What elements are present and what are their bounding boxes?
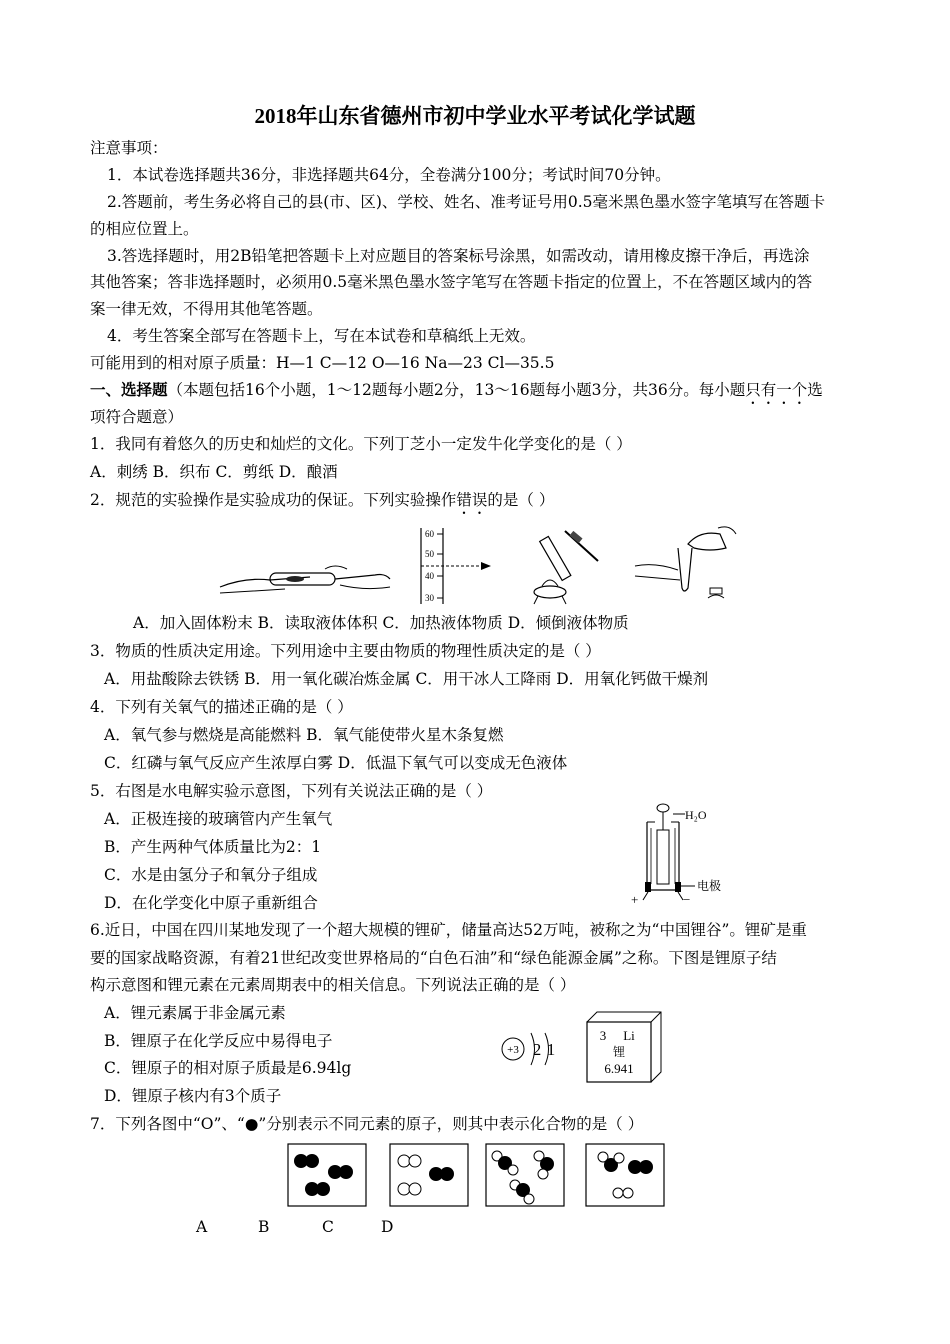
q2-stem-start: 2．规范的实验操作是实验成功的保证。下列实验操作 <box>90 491 457 509</box>
section-1-desc: （本题包括16个小题，1～12题每小题2分，13～16题每小题3分，共36分。每小题 <box>167 381 746 399</box>
section-1-label: 一、选择题 <box>90 380 168 399</box>
notice-item-4: 4．考生答案全部写在答题卡上，写在本试卷和草稿纸上无效。 <box>107 327 536 345</box>
q7-box-b <box>389 1143 469 1207</box>
q5-electrolysis-figure <box>625 800 745 908</box>
q2-stem <box>90 490 554 518</box>
notice-item-3-line-2: 其他答案；答非选择题时，必须用0.5毫米黑色墨水签字笔写在答题卡指定的位置上，不在答题区域内的答 <box>90 273 813 291</box>
cell-atomic-number: 3 <box>599 1028 607 1043</box>
q2-stem-end: 的是（ ） <box>487 491 555 509</box>
q1-stem: 1．我同有着悠久的历史和灿烂的文化。下列丁芝小一定发牛化学变化的是（ ） <box>90 435 632 453</box>
q2-figure-c <box>520 526 610 606</box>
q7-box-a <box>287 1143 367 1207</box>
notice-item-2-line-1: 2.答题前，考生务必将自己的县(市、区)、学校、姓名、准考证号用0.5毫米黑色墨水签字笔填写在答题卡 <box>107 193 826 211</box>
q2-figure-b <box>413 526 503 606</box>
fig-plus-label: + <box>631 892 639 907</box>
q6-line-1: 6.近日，中国在四川某地发现了一个超大规模的锂矿，储量高达52万吨，被称之为“中国锂谷”。锂矿是重 <box>90 921 807 939</box>
cyl-label-30: 30 <box>425 593 434 603</box>
q5-stem: 5．右图是水电解实验示意图，下列有关说法正确的是（ ） <box>90 782 493 800</box>
page-title: 2018年山东省德州市初中学业水平考试化学试题 <box>254 104 696 128</box>
q4-options-ab: A．氧气参与燃烧是高能燃料 B．氧气能使带火星木条复燃 <box>104 726 504 744</box>
q5-option-a: A．正极连接的玻璃管内产生氧气 <box>104 810 333 828</box>
q7-label-b: B <box>258 1218 270 1236</box>
q6-periodic-cell <box>585 1010 665 1086</box>
notice-item-1: 1．本试卷选择题共36分，非选择题共64分，全卷满分100分；考试时间70分钟。 <box>107 166 671 184</box>
q6-option-b: B．锂原子在化学反应中易得电子 <box>104 1032 333 1050</box>
q7-stem: 7．下列各图中“O”、“●”分别表示不同元素的原子，则其中表示化合物的是（ ） <box>90 1115 644 1133</box>
fig-electrode-label: 电极 <box>697 879 722 893</box>
q3-options: A．用盐酸除去铁锈 B．用一氧化碳冶炼金属 C．用干冰人工降雨 D．用氧化钙做干燥剂 <box>104 670 709 688</box>
q6-line-3: 构示意图和锂元素在元素周期表中的相关信息。下列说法正确的是（ ） <box>90 976 576 994</box>
q6-option-c: C．锂原子的相对原子质最是6.94lg <box>104 1059 352 1077</box>
section-1-desc-line-2: 项符合题意） <box>90 408 184 426</box>
q4-options-cd: C．红磷与氧气反应产生浓厚白雾 D．低温下氧气可以变成无色液体 <box>104 754 568 772</box>
q6-atom-structure <box>498 1025 568 1075</box>
shell-1-electrons: 2 <box>532 1040 542 1059</box>
q2-figure-d <box>630 518 740 606</box>
shell-2-electrons: 1 <box>546 1040 556 1059</box>
cyl-label-40: 40 <box>425 571 434 581</box>
atomic-mass-line: 可能用到的相对原子质量：H—1 C—12 O—16 Na—23 Cl—35.5 <box>90 354 555 372</box>
cell-mass: 6.941 <box>604 1061 634 1076</box>
cyl-label-50: 50 <box>425 549 434 559</box>
fig-minus-label: − <box>683 892 691 907</box>
q2-emphasis: 错误 <box>456 491 488 509</box>
q6-option-d: D．锂原子核内有3个质子 <box>104 1087 282 1105</box>
q6-option-a: A．锂元素属于非金属元素 <box>104 1004 286 1022</box>
nucleus-charge: +3 <box>507 1044 519 1056</box>
cell-symbol: Li <box>623 1028 635 1043</box>
q2-figure-a <box>215 555 395 600</box>
q5-option-b: B．产生两种气体质量比为2：1 <box>104 838 322 856</box>
q7-label-c: C <box>322 1218 334 1236</box>
q5-option-c: C．水是由氢分子和氧分子组成 <box>104 866 318 884</box>
section-1-header <box>90 380 823 408</box>
notice-item-3-line-3: 案一律无效，不得用其他笔答题。 <box>90 300 323 318</box>
q5-option-d: D．在化学变化中原子重新组合 <box>104 894 318 912</box>
notice-item-2-line-2: 的相应位置上。 <box>90 220 199 238</box>
section-1-emphasis: 只有一个 <box>745 381 808 399</box>
cyl-label-60: 60 <box>425 529 434 539</box>
q6-line-2: 要的国家战略资源，有着21世纪改变世界格局的“白色石油”和“绿色能源金属”之称。下图是锂原子结 <box>90 949 777 967</box>
q7-box-d <box>585 1143 665 1207</box>
section-1-desc-end: 选 <box>807 381 823 399</box>
q7-label-a: A <box>196 1218 208 1236</box>
q2-options: A．加入固体粉末 B．读取液体体积 C．加热液体物质 D．倾倒液体物质 <box>133 614 629 632</box>
q7-label-d: D <box>381 1218 394 1236</box>
notice-heading: 注意事项： <box>90 139 168 157</box>
q4-stem: 4．下列有关氧气的描述正确的是（ ） <box>90 698 353 716</box>
q1-options: A．刺绣 B．织布 C．剪纸 D．酿酒 <box>90 463 338 481</box>
q3-stem: 3．物质的性质决定用途。下列用途中主要由物质的物理性质决定的是（ ） <box>90 642 601 660</box>
notice-item-3-line-1: 3.答选择题时，用2B铅笔把答题卡上对应题目的答案标号涂黑，如需改动，请用橡皮擦干净后，再选涂 <box>107 247 810 265</box>
cell-name: 锂 <box>612 1045 626 1059</box>
fig-h2o-label: H₂O <box>685 808 707 822</box>
q7-box-c <box>485 1143 565 1207</box>
